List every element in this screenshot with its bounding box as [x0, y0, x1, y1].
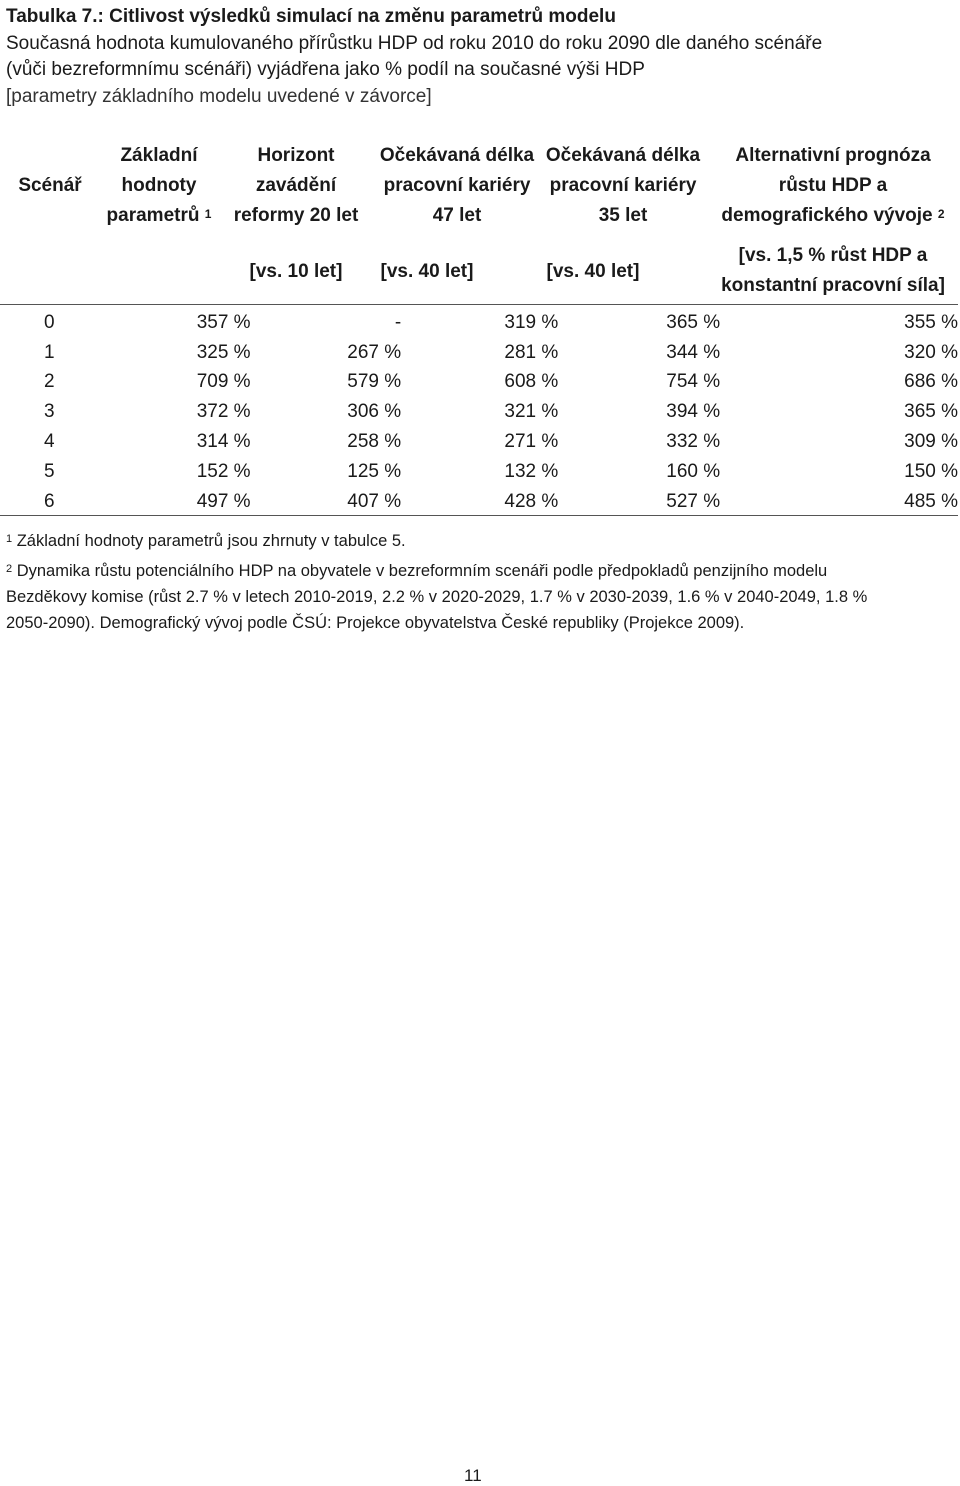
- footnote-2-cont: Bezděkovy komise (růst 2.7 % v letech 2010-2019, 2.2 % v 2020-2029, 1.7 % v 2030-2039, 1.6 % v 2040-2049, 1.8 %: [6, 588, 868, 606]
- table-cell: 281 %: [504, 341, 559, 363]
- table-cell: 407 %: [347, 490, 402, 512]
- footnotes: [6, 528, 954, 636]
- table-cell: 357 %: [196, 311, 251, 333]
- table-cell: 344 %: [666, 341, 721, 363]
- table-cell: 428 %: [504, 490, 559, 512]
- table-cell: 325 %: [196, 341, 251, 363]
- scenario-number: 3: [44, 401, 55, 423]
- table-subtitle-line-3: [parametry základního modelu uvedené v závorce]: [6, 85, 432, 107]
- table-cell: 319 %: [504, 311, 559, 333]
- footnote-2: $^2$ Dynamika růstu potenciálního HDP na obyvatele v bezreformním scenáři podle předpokladů penzijního modelu: [6, 562, 828, 580]
- table-cell: 150 %: [904, 460, 958, 482]
- footnote-2-cont: 2050-2090). Demografický vývoj podle ČSÚ: Projekce obyvatelstva České republiky (Projekce 2009).: [6, 614, 745, 632]
- table-cell: 160 %: [666, 460, 721, 482]
- header-divider: [0, 304, 958, 305]
- table-cell: -: [394, 311, 402, 333]
- table-cell: 355 %: [904, 311, 958, 333]
- table-bottom-rule: [0, 515, 958, 516]
- scenario-number: 6: [44, 490, 55, 512]
- table-cell: 152 %: [196, 460, 251, 482]
- table-cell: 608 %: [504, 371, 559, 393]
- table-row: [0, 457, 958, 487]
- table-cell: 709 %: [196, 371, 251, 393]
- table-caption: [6, 4, 954, 110]
- header-base-values: Základní hodnoty parametrů $^1$: [106, 145, 212, 226]
- scenario-number: 1: [44, 341, 55, 363]
- table-cell: 320 %: [904, 341, 958, 363]
- table-cell: 332 %: [666, 431, 721, 453]
- table-subtitle-line-1: Současná hodnota kumulovaného přírůstku HDP od roku 2010 do roku 2090 dle daného scénáře: [6, 32, 823, 54]
- table-cell: 365 %: [904, 401, 958, 423]
- table-row: [0, 487, 958, 517]
- header-career-35: Očekávaná délka pracovní kariéry 35 let [vs. 40 let]: [545, 145, 701, 282]
- scenario-number: 0: [44, 311, 55, 333]
- table-row: [0, 397, 958, 427]
- scenario-number: 4: [44, 431, 55, 453]
- table-cell: 686 %: [904, 371, 958, 393]
- table-cell: 306 %: [347, 401, 402, 423]
- table-row: [0, 338, 958, 368]
- table-row: [0, 308, 958, 338]
- results-table: [0, 308, 958, 517]
- table-cell: 321 %: [504, 401, 559, 423]
- table-cell: 125 %: [347, 460, 402, 482]
- table-cell: 485 %: [904, 490, 958, 512]
- footnote-1: $^1$ Základní hodnoty parametrů jsou zhrnuty v tabulce 5.: [6, 532, 406, 550]
- table-cell: 365 %: [666, 311, 721, 333]
- page-number: 11: [464, 1466, 482, 1485]
- table-cell: 309 %: [904, 431, 958, 453]
- table-cell: 394 %: [666, 401, 721, 423]
- table-subtitle-line-2: (vůči bezreformnímu scénáři) vyjádřena jako % podíl na současné výši HDP: [6, 59, 645, 80]
- scenario-number: 5: [44, 460, 55, 482]
- table-cell: 267 %: [347, 341, 402, 363]
- header-career-47: Očekávaná délka pracovní kariéry 47 let [vs. 40 let]: [379, 145, 535, 282]
- table-row: [0, 427, 958, 457]
- table-cell: 527 %: [666, 490, 721, 512]
- table-cell: 754 %: [666, 371, 721, 393]
- table-cell: 271 %: [504, 431, 559, 453]
- table-cell: 314 %: [196, 431, 251, 453]
- header-scenario: Scénář: [18, 175, 82, 196]
- table-cell: 372 %: [196, 401, 251, 423]
- table-title: Tabulka 7.: Citlivost výsledků simulací na změnu parametrů modelu: [6, 6, 616, 27]
- header-horizon: Horizont zavádění reformy 20 let [vs. 10 let]: [233, 145, 359, 282]
- table-cell: 497 %: [196, 490, 251, 512]
- table-cell: 258 %: [347, 431, 402, 453]
- header-alternative: Alternativní prognóza růstu HDP a demografického vývoje $^2$ [vs. 1,5 % růst HDP a konstantní pracovní síla]: [721, 145, 945, 296]
- table-cell: 579 %: [347, 371, 402, 393]
- table-row: [0, 368, 958, 398]
- table-cell: 132 %: [504, 460, 559, 482]
- scenario-number: 2: [44, 371, 55, 393]
